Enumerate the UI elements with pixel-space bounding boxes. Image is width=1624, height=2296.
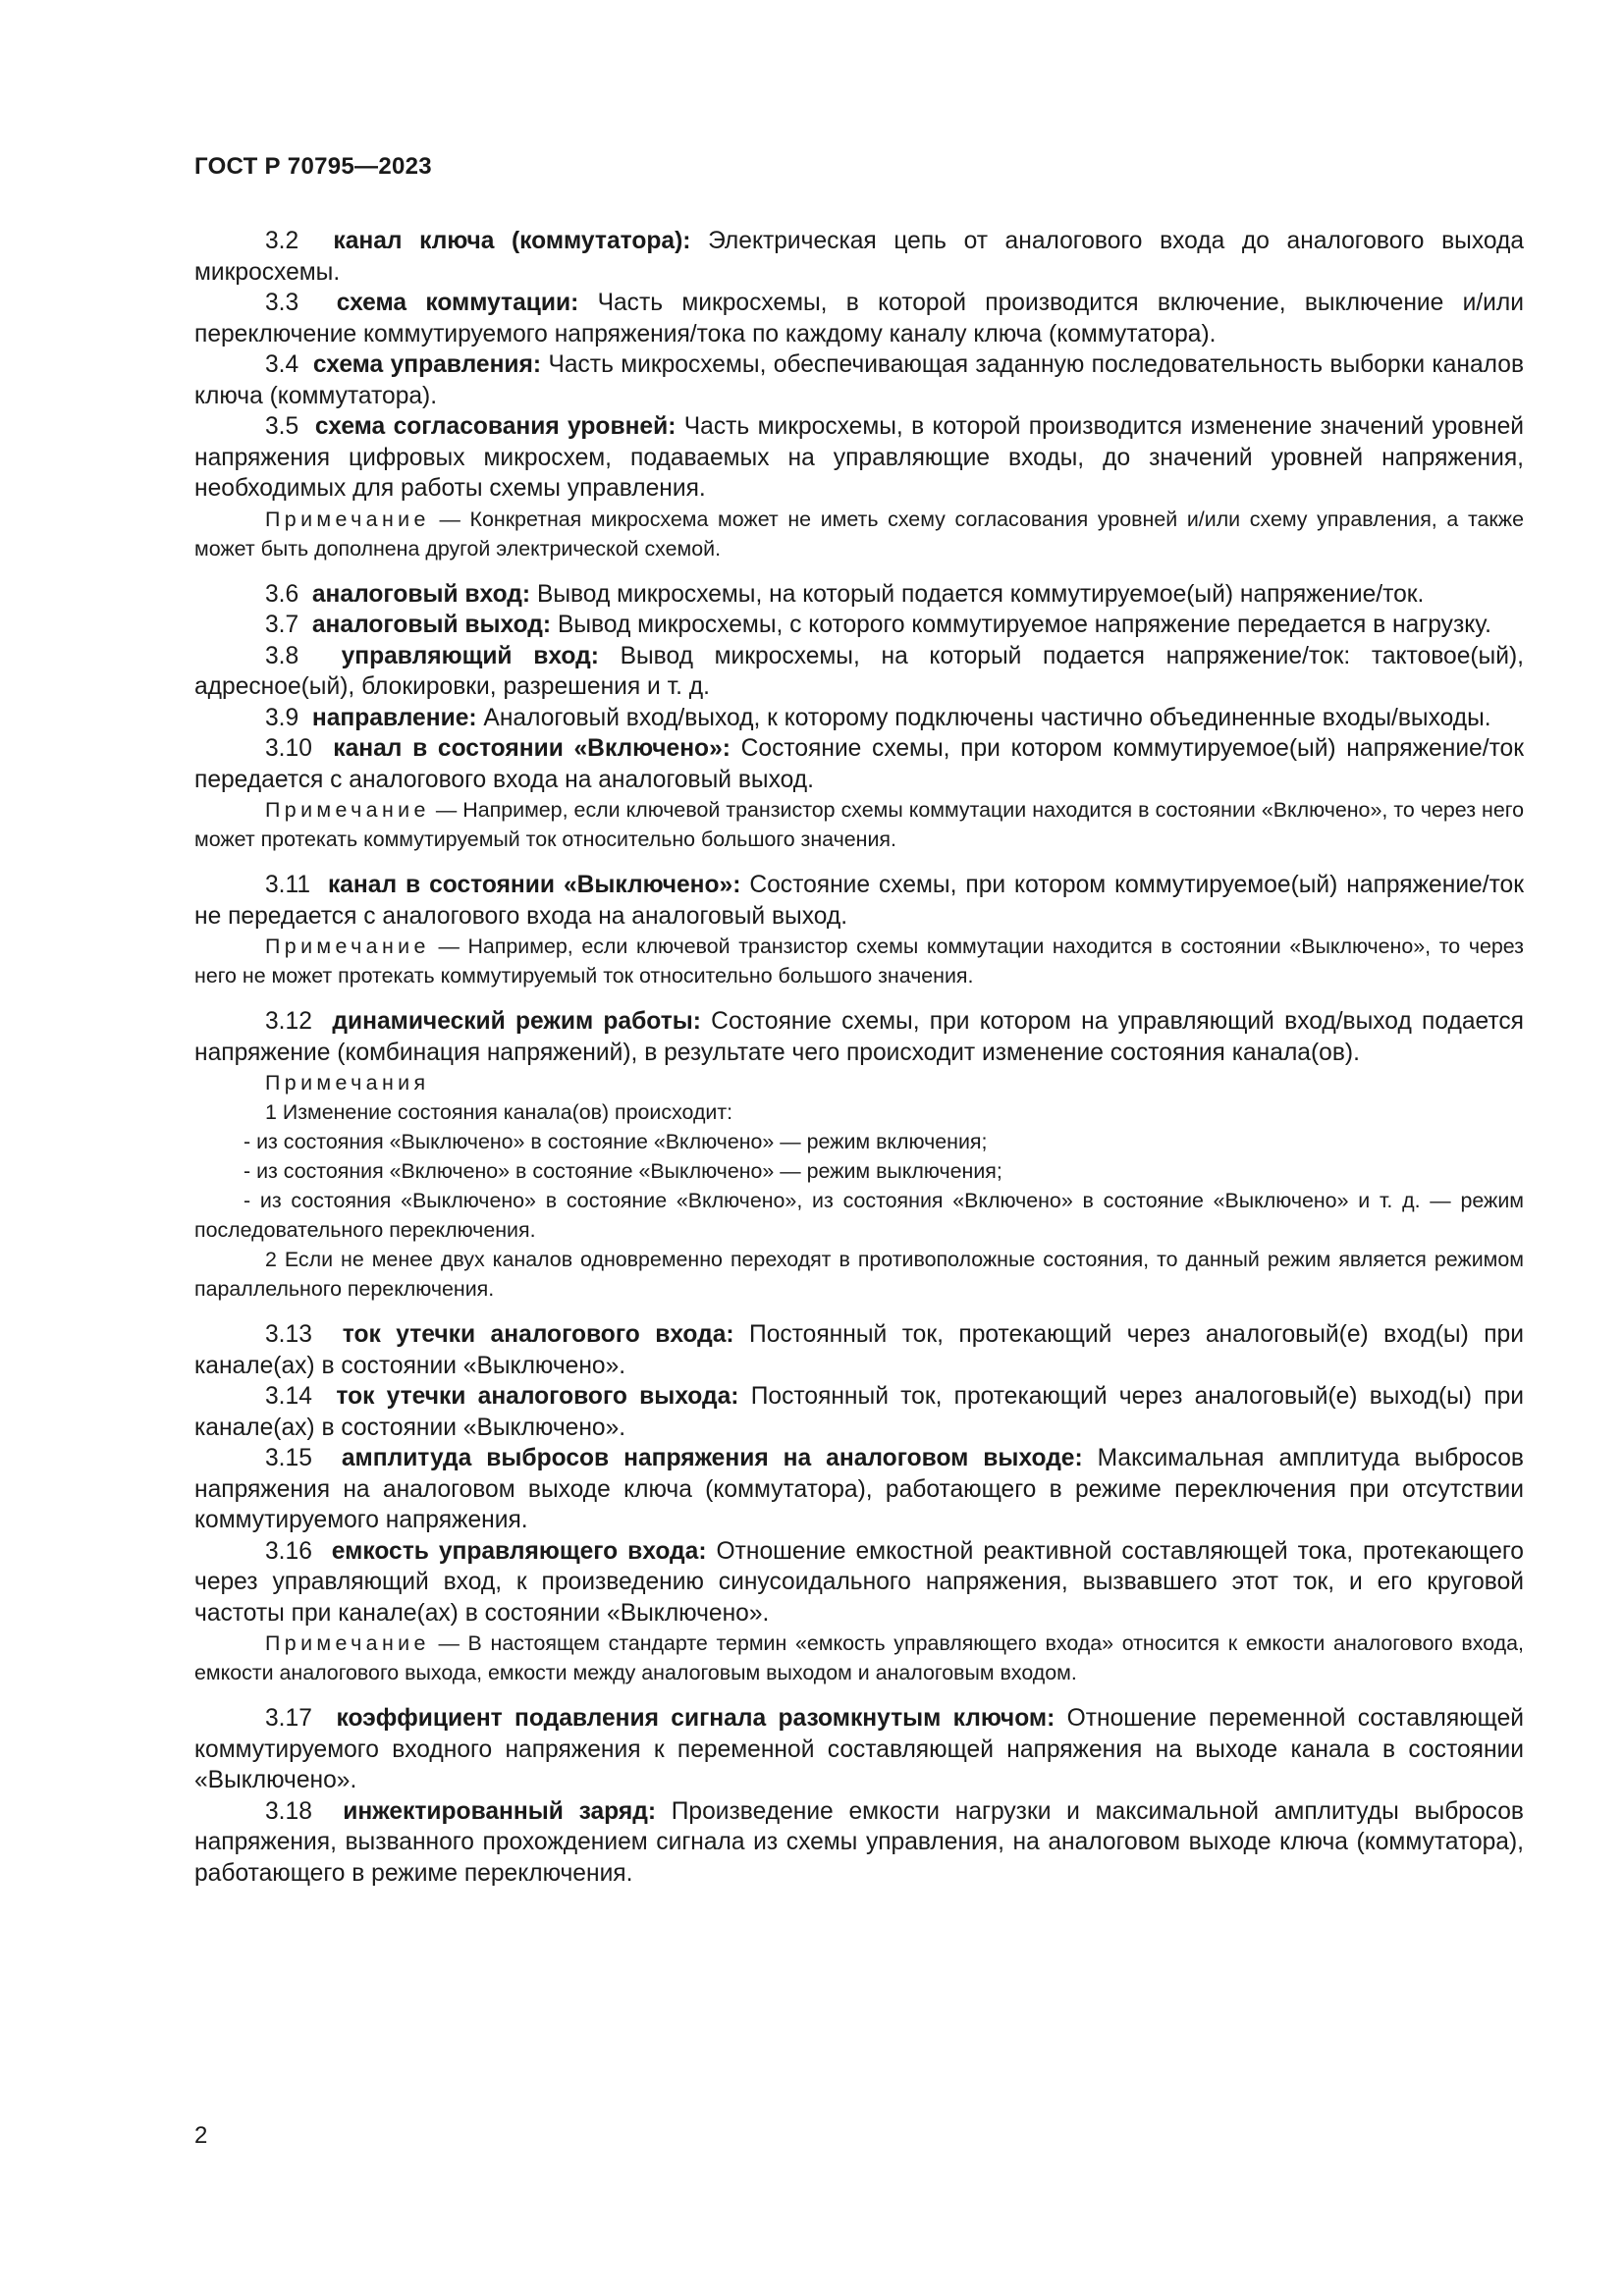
term-name: схема управления:: [312, 351, 542, 378]
term-name: управляющий вход:: [341, 642, 599, 669]
term-name: схема согласования уровней:: [314, 413, 677, 440]
note-3-10: Примечание — Например, если ключевой транзистор схемы коммутации находится в состоянии «Включено», то через него может протекать коммутируемый ток относительно большого значения.: [194, 798, 1524, 851]
note-3-12-dash-3: - из состояния «Выключено» в состояние «Включено», из состояния «Включено» в состояние «Выключено» и т. д. — режим последовательного переключения.: [194, 1189, 1524, 1242]
term-entry-3-13: 3.13 ток утечки аналогового входа: Постоянный ток, протекающий через аналоговый(е) вход(ы) при канале(ах) в состоянии «Выключено».: [194, 1321, 1524, 1379]
term-name: канал ключа (коммутатора):: [333, 228, 691, 254]
term-entry-3-8: 3.8 управляющий вход: Вывод микросхемы, на который подается напряжение/ток: тактовое(ый), адресное(ый), блокировки, разрешения и т. д.: [194, 642, 1524, 700]
term-name: амплитуда выбросов напряжения на аналоговом выходе:: [341, 1445, 1083, 1471]
note-3-12-dash-1: - из состояния «Выключено» в состояние «Включено» — режим включения;: [244, 1130, 988, 1153]
term-name: направление:: [311, 704, 477, 731]
term-entry-3-15: 3.15 амплитуда выбросов напряжения на аналоговом выходе: Максимальная амплитуда выбросов напряжения на аналоговом выходе ключа (коммутатора), работающего в режиме переключения при отсутствии коммутируемого напряжения.: [194, 1445, 1525, 1533]
term-entry-3-5: 3.5 схема согласования уровней: Часть микросхемы, в которой производится изменение значений уровней напряжения цифровых микросхем, подаваемых на управляющие входы, до значений уровней напряжения, необходимых для работы схемы управления.: [194, 413, 1524, 502]
notes-3-12-label: Примечания: [265, 1071, 430, 1095]
term-entry-3-11: 3.11 канал в состоянии «Выключено»: Состояние схемы, при котором коммутируемое(ый) напряжение/ток не передается с аналогового входа на аналоговый выход.: [194, 872, 1524, 930]
document-header: ГОСТ Р 70795—2023: [194, 153, 432, 180]
term-name: ток утечки аналогового входа:: [342, 1321, 734, 1348]
term-name: ток утечки аналогового выхода:: [336, 1383, 739, 1410]
term-entry-3-14: 3.14 ток утечки аналогового выхода: Постоянный ток, протекающий через аналоговый(е) выход(ы) при канале(ах) в состоянии «Выключено».: [194, 1383, 1525, 1441]
note-3-5: Примечание — Конкретная микросхема может не иметь схему согласования уровней и/или схему управления, а также может быть дополнена другой электрической схемой.: [194, 507, 1524, 561]
term-name: емкость управляющего входа:: [331, 1537, 707, 1565]
term-entry-3-2: 3.2 канал ключа (коммутатора): Электрическая цепь от аналогового входа до аналогового выхода микросхемы.: [194, 228, 1525, 286]
term-entry-3-4: 3.4 схема управления: Часть микросхемы, обеспечивающая заданную последовательность выборки каналов ключа (коммутатора).: [194, 351, 1525, 409]
term-name: аналоговый вход:: [311, 580, 531, 608]
term-name: инжектированный заряд:: [343, 1797, 657, 1825]
term-entry-3-16: 3.16 емкость управляющего входа: Отношение емкостной реактивной составляющей тока, протекающего через управляющий вход, к произведению синусоидального напряжения, вызвавшего этот ток, и его круговой частоты при канале(ах) в состоянии «Выключено».: [194, 1537, 1524, 1627]
term-name: канал в состоянии «Выключено»:: [327, 872, 741, 898]
term-entry-3-6: 3.6 аналоговый вход: Вывод микросхемы, на который подается коммутируемое(ый) напряжение/ток.: [265, 580, 1425, 608]
note-3-12-item-1: 1 Изменение состояния канала(ов) происходит:: [265, 1100, 733, 1124]
term-name: схема коммутации:: [336, 290, 579, 316]
note-3-16: Примечание — В настоящем стандарте термин «емкость управляющего входа» относится к емкости аналогового входа, емкости аналогового выхода, емкости между аналоговым выходом и аналоговым входом.: [194, 1631, 1524, 1684]
note-3-11: Примечание — Например, если ключевой транзистор схемы коммутации находится в состоянии «Выключено», то через него не может протекать коммутируемый ток относительно большого значения.: [194, 934, 1524, 988]
term-entry-3-12: 3.12 динамический режим работы: Состояние схемы, при котором на управляющий вход/выход подается напряжение (комбинация напряжений), в результате чего происходит изменение состояния канала(ов).: [194, 1008, 1524, 1066]
term-name: канал в состоянии «Включено»:: [333, 735, 731, 762]
note-3-12-item-2: 2 Если не менее двух каналов одновременно переходят в противоположные состояния, то данный режим является режимом параллельного переключения.: [194, 1248, 1524, 1301]
note-3-12-dash-2: - из состояния «Включено» в состояние «Выключено» — режим выключения;: [244, 1159, 1002, 1183]
term-name: аналоговый выход:: [311, 612, 552, 638]
term-entry-3-7: 3.7 аналоговый выход: Вывод микросхемы, с которого коммутируемое напряжение передается в нагрузку.: [265, 612, 1491, 638]
term-entry-3-10: 3.10 канал в состоянии «Включено»: Состояние схемы, при котором коммутируемое(ый) напряжение/ток передается с аналогового входа на аналоговый выход.: [194, 735, 1524, 793]
page-number: 2: [194, 2122, 208, 2149]
document-body: [194, 226, 1524, 1889]
term-entry-3-9: 3.9 направление: Аналоговый вход/выход, к которому подключены частично объединенные входы/выходы.: [265, 704, 1491, 731]
term-entry-3-3: 3.3 схема коммутации: Часть микросхемы, в которой производится включение, выключение и/или переключение коммутируемого напряжения/тока по каждому каналу ключа (коммутатора).: [194, 290, 1525, 347]
term-name: коэффициент подавления сигнала разомкнутым ключом:: [336, 1705, 1056, 1732]
term-name: динамический режим работы:: [332, 1008, 701, 1035]
term-entry-3-18: 3.18 инжектированный заряд: Произведение емкости нагрузки и максимальной амплитуды выбросов напряжения, вызванного прохождением сигнала из схемы управления, на аналоговом выходе ключа (коммутатора), работающего в режиме переключения.: [194, 1797, 1524, 1887]
term-entry-3-17: 3.17 коэффициент подавления сигнала разомкнутым ключом: Отношение переменной составляющей коммутируемого входного напряжения к переменной составляющей напряжения на выходе канала в состоянии «Выключено».: [194, 1705, 1524, 1793]
